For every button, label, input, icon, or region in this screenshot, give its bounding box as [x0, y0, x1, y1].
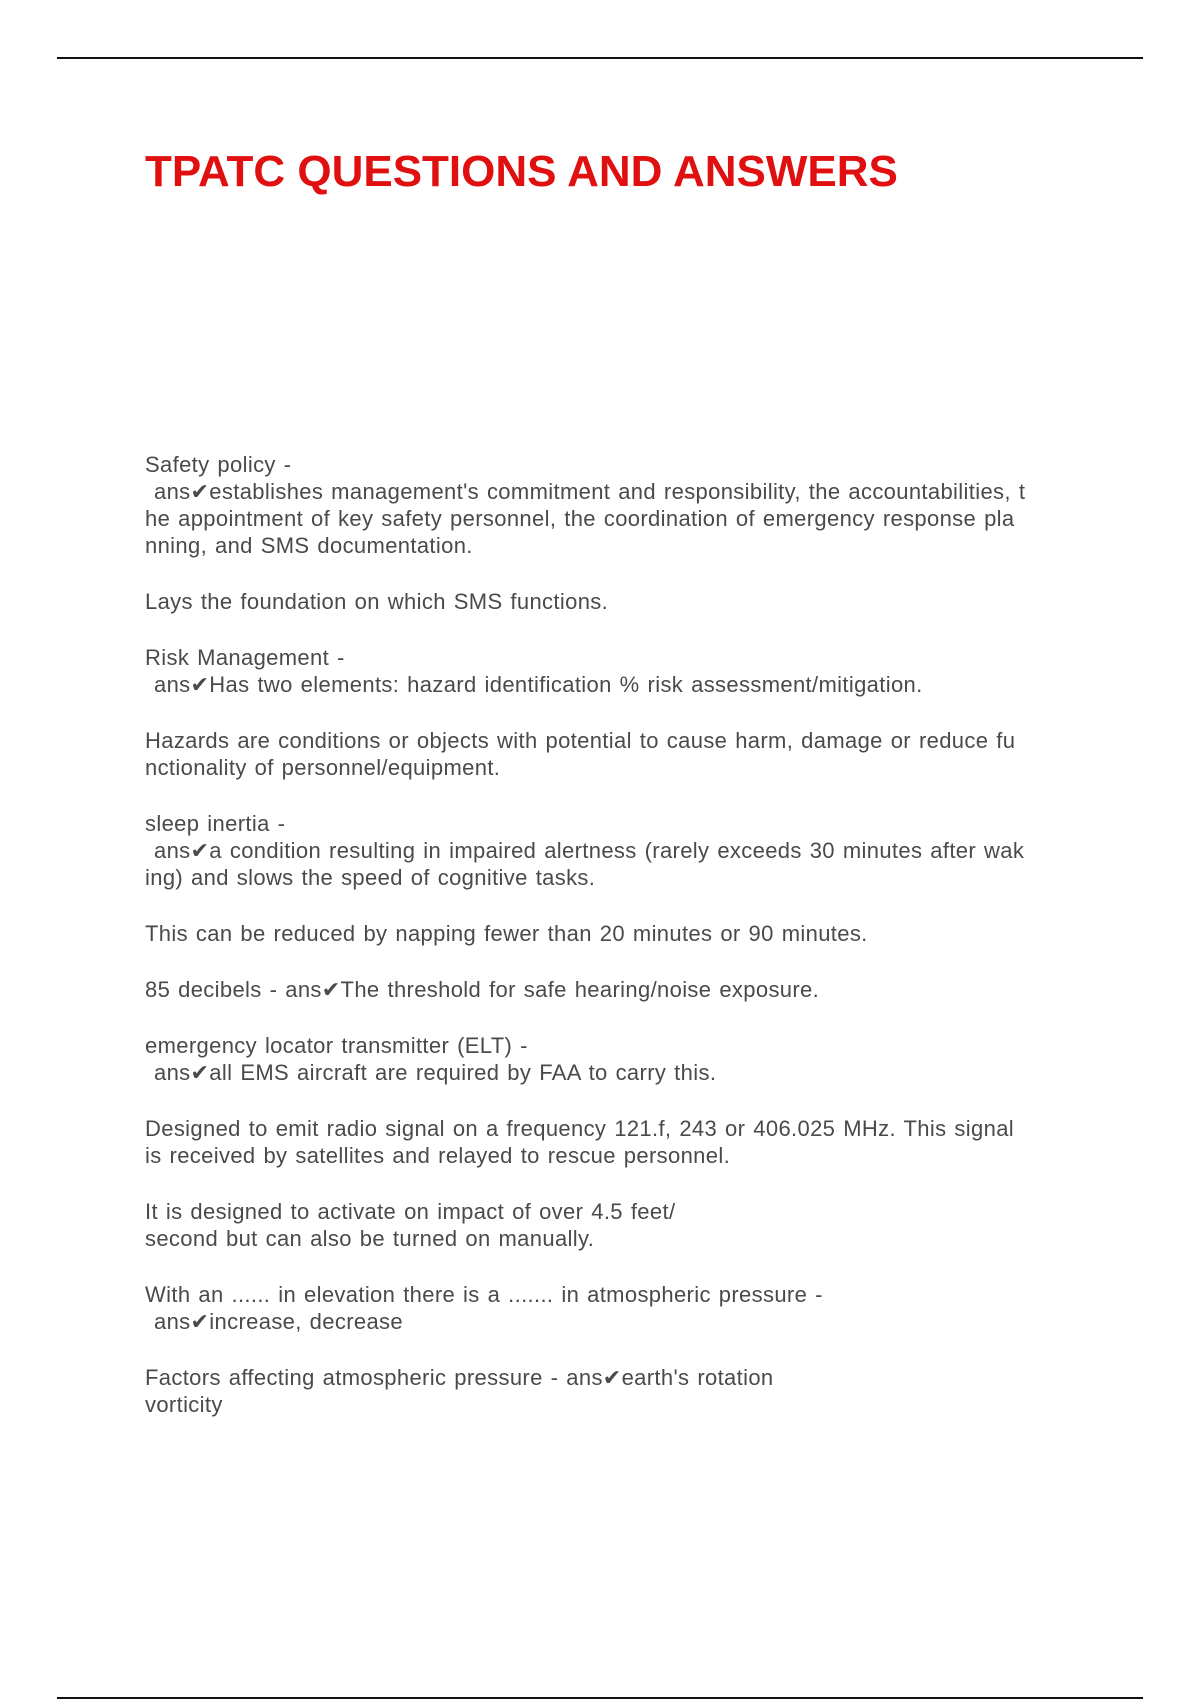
answer-text: ans✔a condition resulting in impaired alertness (rarely exceeds 30 minutes after wak: [154, 838, 1025, 863]
note-text: This can be reduced by napping fewer than 20 minutes or 90 minutes.: [145, 921, 868, 946]
qa-entry-elt: [145, 1032, 1095, 1086]
note-text: nctionality of personnel/equipment.: [145, 755, 501, 780]
note-text: Designed to emit radio signal on a frequency 121.f, 243 or 406.025 MHz. This signal: [145, 1116, 1015, 1141]
qa-entry-pressure-factors: [145, 1364, 1095, 1418]
question-text: Safety policy -: [145, 452, 292, 477]
note-paragraph: [145, 920, 1095, 947]
question-text: With an ...... in elevation there is a ....... in atmospheric pressure -: [145, 1282, 823, 1307]
note-text: second but can also be turned on manually.: [145, 1226, 595, 1251]
answer-text: vorticity: [145, 1392, 223, 1417]
answer-text: ing) and slows the speed of cognitive tasks.: [145, 865, 596, 890]
note-paragraph: [145, 727, 1095, 781]
note-text: Lays the foundation on which SMS functions.: [145, 589, 609, 614]
note-text: is received by satellites and relayed to rescue personnel.: [145, 1143, 731, 1168]
question-text: sleep inertia -: [145, 811, 286, 836]
answer-text: ans✔increase, decrease: [154, 1309, 403, 1334]
question-answer-text: 85 decibels - ans✔The threshold for safe hearing/noise exposure.: [145, 977, 820, 1002]
note-paragraph: [145, 1115, 1095, 1169]
answer-text: he appointment of key safety personnel, the coordination of emergency response pla: [145, 506, 1015, 531]
qa-entry-atmospheric-pressure: [145, 1281, 1095, 1335]
answer-text: ans✔all EMS aircraft are required by FAA to carry this.: [154, 1060, 717, 1085]
bottom-rule: [57, 1697, 1143, 1699]
answer-text: nning, and SMS documentation.: [145, 533, 473, 558]
question-answer-text: Factors affecting atmospheric pressure - ans✔earth's rotation: [145, 1365, 774, 1390]
note-paragraph: [145, 588, 1095, 615]
document-title: TPATC QUESTIONS AND ANSWERS: [145, 147, 898, 196]
question-text: emergency locator transmitter (ELT) -: [145, 1033, 528, 1058]
top-rule: [57, 57, 1143, 59]
answer-text: ans✔Has two elements: hazard identification % risk assessment/mitigation.: [154, 672, 923, 697]
qa-entry-risk-management: [145, 644, 1095, 698]
qa-content: [145, 451, 1095, 1447]
qa-entry-safety-policy: [145, 451, 1095, 559]
qa-entry-sleep-inertia: [145, 810, 1095, 891]
answer-text: ans✔establishes management's commitment and responsibility, the accountabilities, t: [154, 479, 1026, 504]
note-text: It is designed to activate on impact of over 4.5 feet/: [145, 1199, 676, 1224]
qa-entry-85-decibels: [145, 976, 1095, 1003]
note-text: Hazards are conditions or objects with potential to cause harm, damage or reduce fu: [145, 728, 1016, 753]
note-paragraph: [145, 1198, 1095, 1252]
question-text: Risk Management -: [145, 645, 345, 670]
